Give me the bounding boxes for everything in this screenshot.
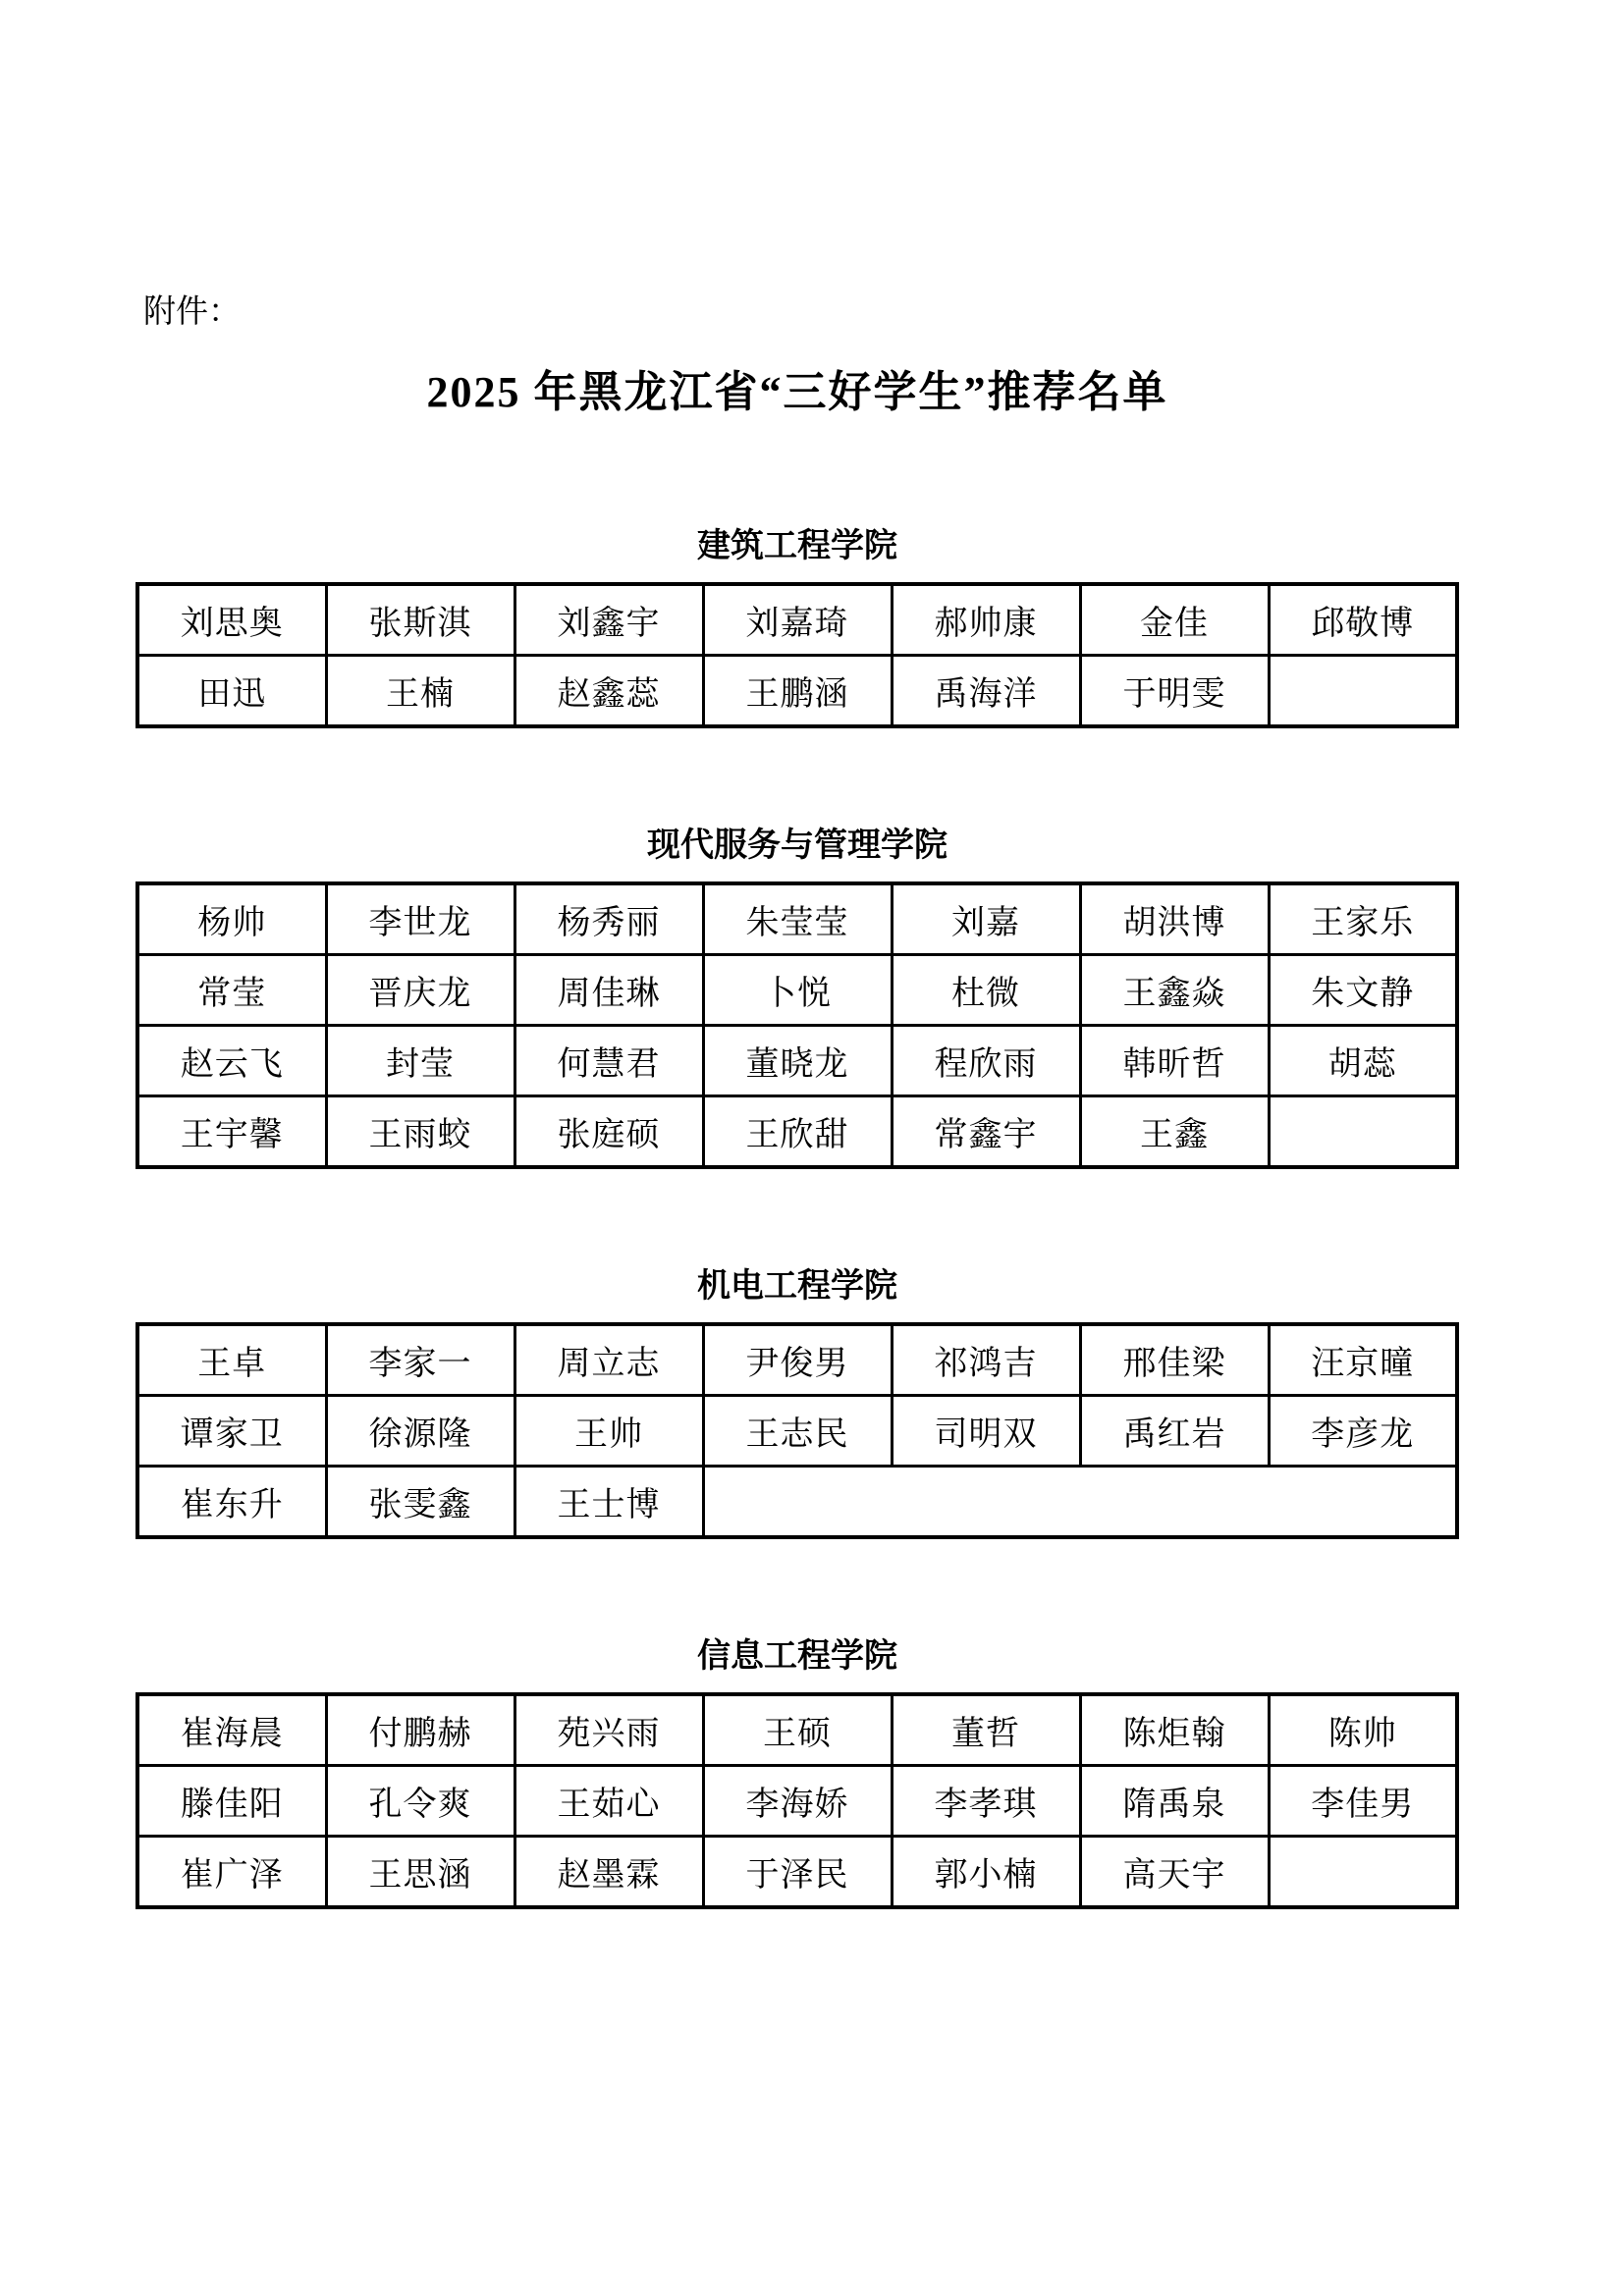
student-name-cell: 刘思奥 (137, 584, 326, 656)
student-name-cell: 王欣甜 (703, 1095, 892, 1167)
student-name-cell: 李孝琪 (892, 1766, 1080, 1837)
section-heading-architecture: 建筑工程学院 (697, 526, 897, 564)
student-name-cell: 滕佳阳 (137, 1766, 326, 1837)
student-name-cell: 王鹏涵 (703, 655, 892, 726)
student-name-cell: 汪京曈 (1269, 1324, 1457, 1396)
student-name-cell: 李彦龙 (1269, 1395, 1457, 1466)
student-name-cell: 朱莹莹 (703, 883, 892, 955)
student-name-cell: 常鑫宇 (892, 1095, 1080, 1167)
table-row (137, 883, 1457, 955)
student-name-cell: 陈帅 (1269, 1694, 1457, 1766)
student-name-cell: 王楠 (326, 655, 514, 726)
empty-cell (1269, 655, 1457, 726)
student-name-cell: 孔令爽 (326, 1766, 514, 1837)
student-name-cell: 王思涵 (326, 1837, 514, 1908)
student-name-cell: 韩昕哲 (1080, 1025, 1269, 1095)
table-row (137, 1837, 1457, 1908)
student-name-cell: 邢佳梁 (1080, 1324, 1269, 1396)
section-mechatronics (135, 1267, 1459, 1539)
student-name-cell: 胡洪博 (1080, 883, 1269, 955)
student-name-cell: 朱文静 (1269, 954, 1457, 1025)
student-name-cell: 卜悦 (703, 954, 892, 1025)
section-information (135, 1637, 1459, 1909)
table-row (137, 1766, 1457, 1837)
student-name-cell: 李佳男 (1269, 1766, 1457, 1837)
student-name-cell: 崔海晨 (137, 1694, 326, 1766)
student-name-cell: 周佳琳 (514, 954, 703, 1025)
student-name-cell: 常莹 (137, 954, 326, 1025)
document-title: 2025 年黑龙江省“三好学生”推荐名单 (426, 368, 1168, 417)
section-heading-modern-service: 现代服务与管理学院 (647, 826, 947, 864)
student-name-cell: 张雯鑫 (326, 1466, 514, 1537)
student-name-cell: 赵云飞 (137, 1025, 326, 1095)
student-name-cell: 于明雯 (1080, 655, 1269, 726)
student-name-cell: 付鹏赫 (326, 1694, 514, 1766)
empty-cell (703, 1466, 1457, 1537)
table-row (137, 1395, 1457, 1466)
student-name-cell: 王家乐 (1269, 883, 1457, 955)
student-name-cell: 高天宇 (1080, 1837, 1269, 1908)
student-name-cell: 王宇馨 (137, 1095, 326, 1167)
student-name-cell: 金佳 (1080, 584, 1269, 656)
student-name-cell: 杜微 (892, 954, 1080, 1025)
student-name-cell: 李海娇 (703, 1766, 892, 1837)
student-name-cell: 王鑫焱 (1080, 954, 1269, 1025)
student-name-cell: 于泽民 (703, 1837, 892, 1908)
table-row (137, 954, 1457, 1025)
student-name-cell: 封莹 (326, 1025, 514, 1095)
table-row (137, 1324, 1457, 1396)
student-name-cell: 王卓 (137, 1324, 326, 1396)
table-row (137, 655, 1457, 726)
student-name-cell: 王帅 (514, 1395, 703, 1466)
student-name-cell: 程欣雨 (892, 1025, 1080, 1095)
student-name-cell: 谭家卫 (137, 1395, 326, 1466)
student-name-cell: 董晓龙 (703, 1025, 892, 1095)
table-row (137, 1694, 1457, 1766)
student-name-cell: 陈炬翰 (1080, 1694, 1269, 1766)
empty-cell (1269, 1837, 1457, 1908)
student-name-cell: 张庭硕 (514, 1095, 703, 1167)
student-name-cell: 王士博 (514, 1466, 703, 1537)
student-name-cell: 司明双 (892, 1395, 1080, 1466)
student-name-cell: 周立志 (514, 1324, 703, 1396)
student-name-cell: 王志民 (703, 1395, 892, 1466)
roster-table-modern-service (135, 881, 1459, 1169)
student-name-cell: 刘鑫宇 (514, 584, 703, 656)
table-row (137, 1095, 1457, 1167)
student-name-cell: 禹海洋 (892, 655, 1080, 726)
student-name-cell: 赵墨霖 (514, 1837, 703, 1908)
table-row (137, 1466, 1457, 1537)
student-name-cell: 刘嘉 (892, 883, 1080, 955)
student-name-cell: 李世龙 (326, 883, 514, 955)
student-name-cell: 崔广泽 (137, 1837, 326, 1908)
student-name-cell: 邱敬博 (1269, 584, 1457, 656)
student-name-cell: 晋庆龙 (326, 954, 514, 1025)
student-name-cell: 王雨蛟 (326, 1095, 514, 1167)
empty-cell (1269, 1095, 1457, 1167)
student-name-cell: 张斯淇 (326, 584, 514, 656)
roster-table-information (135, 1692, 1459, 1909)
student-name-cell: 尹俊男 (703, 1324, 892, 1396)
student-name-cell: 赵鑫蕊 (514, 655, 703, 726)
student-name-cell: 王茹心 (514, 1766, 703, 1837)
student-name-cell: 崔东升 (137, 1466, 326, 1537)
student-name-cell: 杨帅 (137, 883, 326, 955)
student-name-cell: 苑兴雨 (514, 1694, 703, 1766)
student-name-cell: 田迅 (137, 655, 326, 726)
student-name-cell: 祁鸿吉 (892, 1324, 1080, 1396)
section-heading-information: 信息工程学院 (697, 1636, 897, 1675)
student-name-cell: 郭小楠 (892, 1837, 1080, 1908)
table-row (137, 1025, 1457, 1095)
student-name-cell: 李家一 (326, 1324, 514, 1396)
student-name-cell: 隋禹泉 (1080, 1766, 1269, 1837)
table-row (137, 584, 1457, 656)
student-name-cell: 董哲 (892, 1694, 1080, 1766)
roster-table-mechatronics (135, 1322, 1459, 1539)
student-name-cell: 王硕 (703, 1694, 892, 1766)
roster-table-architecture (135, 582, 1459, 728)
student-name-cell: 王鑫 (1080, 1095, 1269, 1167)
section-heading-mechatronics: 机电工程学院 (697, 1266, 897, 1305)
student-name-cell: 杨秀丽 (514, 883, 703, 955)
student-name-cell: 刘嘉琦 (703, 584, 892, 656)
section-architecture (135, 527, 1459, 728)
student-name-cell: 胡蕊 (1269, 1025, 1457, 1095)
student-name-cell: 徐源隆 (326, 1395, 514, 1466)
section-modern-service (135, 827, 1459, 1169)
student-name-cell: 禹红岩 (1080, 1395, 1269, 1466)
attachment-label: 附件： (143, 294, 241, 330)
student-name-cell: 郝帅康 (892, 584, 1080, 656)
student-name-cell: 何慧君 (514, 1025, 703, 1095)
